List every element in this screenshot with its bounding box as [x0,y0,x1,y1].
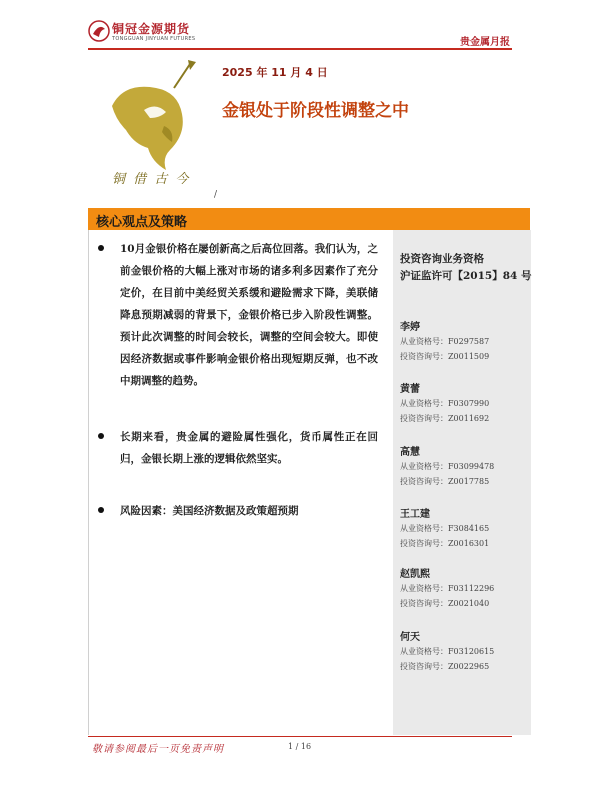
bullet-dot-icon [98,245,104,251]
analyst-entry [400,505,528,551]
header-divider [88,48,512,50]
analyst-entry [400,380,528,426]
logo-text: 铜冠金源期货 [112,22,191,36]
analyst-entry [400,318,528,364]
bullet-dot-icon [98,433,104,439]
report-title: 金银处于阶段性调整之中 [222,101,409,121]
analyst-cert-number: 从业资格号：F03120615 [400,647,495,656]
analyst-cert-number: 从业资格号：F3084165 [400,524,490,533]
key-point-item [98,238,378,392]
analyst-entry [400,565,528,611]
company-logo [88,18,198,46]
analyst-advisory-number: 投资咨询号：Z0016301 [400,539,490,548]
footer-divider [88,736,512,737]
logo-emblem-icon [88,20,110,42]
analyst-name: 高慧 [400,447,420,458]
analyst-advisory-number: 投资咨询号：Z0017785 [400,477,490,486]
qualification-label: 投资咨询业务资格 [400,253,484,265]
logo-subtext: TONGGUAN JINYUAN FUTURES [112,36,196,42]
analyst-name: 何天 [400,632,420,643]
analyst-advisory-number: 投资咨询号：Z0021040 [400,599,490,608]
qualification-license: 沪证监许可【2015】84 号 [400,270,532,282]
analyst-advisory-number: 投资咨询号：Z0022965 [400,662,490,671]
key-point-item [98,500,378,522]
analyst-name: 黄蕾 [400,384,420,395]
slogan-calligraphy: 铜 借 古 今 [112,172,191,187]
analyst-name: 王工建 [400,509,430,520]
analyst-cert-number: 从业资格号：F03099478 [400,462,495,471]
slash-mark: / [214,190,218,200]
analyst-entry [400,443,528,489]
key-point-text: 风险因素：美国经济数据及政策超预期 [120,505,299,517]
key-point-text: 长期来看，贵金属的避险属性强化，货币属性正在回归，金银长期上涨的逻辑依然坚实。 [120,431,378,465]
analyst-cert-number: 从业资格号：F03112296 [400,584,495,593]
page-number: 1 / 16 [288,742,312,751]
analyst-entry [400,628,528,674]
analyst-advisory-number: 投资咨询号：Z0011692 [400,414,490,423]
report-date: 2025 年 11 月 4 日 [222,66,328,79]
disclaimer-note: 敬请参阅最后一页免责声明 [92,744,224,755]
analyst-advisory-number: 投资咨询号：Z0011509 [400,352,490,361]
bullet-dot-icon [98,507,104,513]
analyst-name: 李婷 [400,322,420,333]
section-title: 核心观点及策略 [96,215,188,230]
report-type-label: 贵金属月报 [460,37,510,48]
analyst-name: 赵凯熙 [400,569,430,580]
content-left-border [88,230,89,735]
analyst-cert-number: 从业资格号：F0297587 [400,337,490,346]
key-point-item [98,426,378,470]
analyst-cert-number: 从业资格号：F0307990 [400,399,490,408]
key-point-text: 10月金银价格在屡创新高之后高位回落。我们认为，之前金银价格的大幅上涨对市场的诸多利多因素作了充分定价，在目前中美经贸关系缓和避险需求下降，美联储降息预期减弱的背景下，金银价格已步入阶段性调整。预计此次调整的时间会较长，调整的空间会较大。即使因经济数据或事件影响金银价格出现短期反弹，也不改中期调整的趋势。 [120,243,378,387]
